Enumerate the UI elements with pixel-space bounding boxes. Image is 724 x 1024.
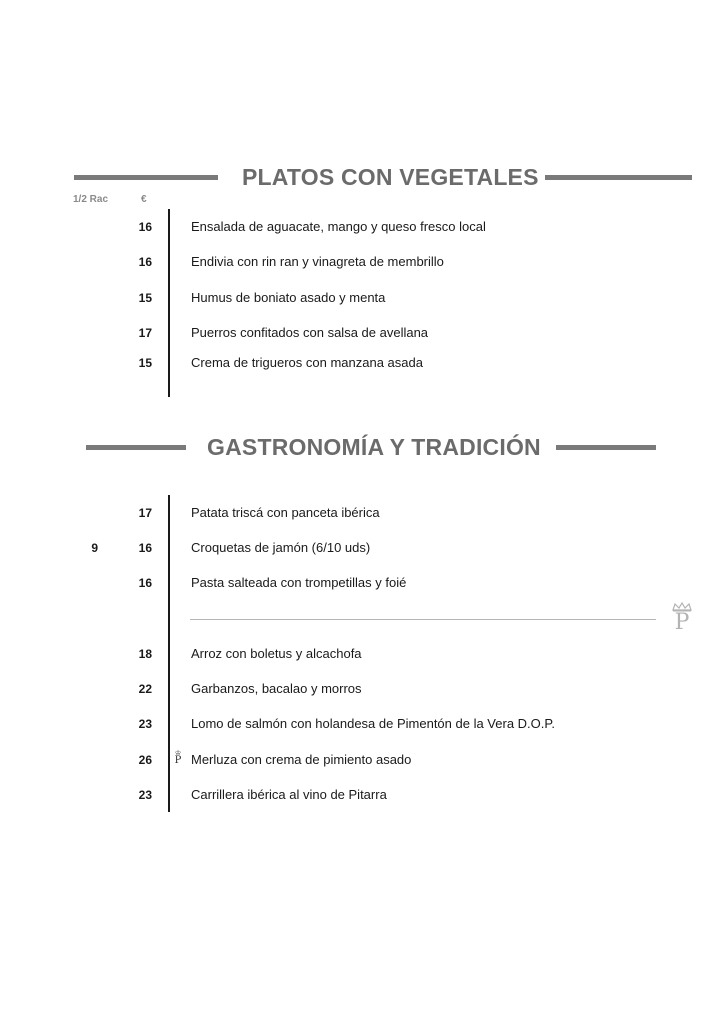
item-price: 17: [138, 506, 152, 520]
item-price: 15: [138, 356, 152, 370]
price-column-header: €: [141, 194, 147, 205]
signature-badge-letter: P: [174, 755, 182, 766]
item-price: 16: [138, 220, 152, 234]
item-name: Carrillera ibérica al vino de Pitarra: [191, 787, 387, 802]
item-name: Pasta salteada con trompetillas y foié: [191, 575, 407, 590]
item-name: Humus de boniato asado y menta: [191, 290, 386, 305]
section-1-rule-left: [74, 175, 218, 180]
section-1-rule-right: [545, 175, 692, 180]
section-2-rule-right: [556, 445, 656, 450]
item-name: Ensalada de aguacate, mango y queso fresco local: [191, 219, 486, 234]
item-price: 23: [138, 788, 152, 802]
logo-letter: P: [674, 610, 690, 635]
crown-p-logo-icon: [670, 602, 694, 634]
item-price: 16: [138, 576, 152, 590]
item-name: Garbanzos, bacalao y morros: [191, 681, 362, 696]
item-name: Puerros confitados con salsa de avellana: [191, 325, 429, 340]
section-2-rule-left: [86, 445, 186, 450]
item-price: 23: [138, 717, 152, 731]
item-name: Merluza con crema de pimiento asado: [191, 752, 412, 767]
item-name: Crema de trigueros con manzana asada: [191, 355, 423, 370]
item-price: 15: [138, 291, 152, 305]
signature-dish-icon: ♔ P: [172, 750, 184, 766]
item-price: 16: [138, 541, 152, 555]
item-price: 17: [138, 326, 152, 340]
item-name: Patata triscá con panceta ibérica: [191, 505, 380, 520]
section-1-title: PLATOS CON VEGETALES: [242, 164, 539, 190]
item-price: 16: [138, 255, 152, 269]
item-price: 18: [138, 647, 152, 661]
item-name: Lomo de salmón con holandesa de Pimentón de la Vera D.O.P.: [191, 716, 555, 731]
section-1-divider-line: [168, 209, 170, 397]
item-name: Croquetas de jamón (6/10 uds): [191, 540, 371, 555]
section-2-title: GASTRONOMÍA Y TRADICIÓN: [207, 434, 541, 460]
section-2-divider-line: [168, 495, 170, 812]
item-half-price: 9: [91, 541, 98, 555]
item-price: 22: [138, 682, 152, 696]
half-ration-column-header: 1/2 Rac: [73, 194, 109, 205]
item-price: 26: [138, 753, 152, 767]
item-name: Arroz con boletus y alcachofa: [191, 646, 362, 661]
section-2-separator: [190, 619, 656, 620]
item-name: Endivia con rin ran y vinagreta de membrillo: [191, 254, 444, 269]
